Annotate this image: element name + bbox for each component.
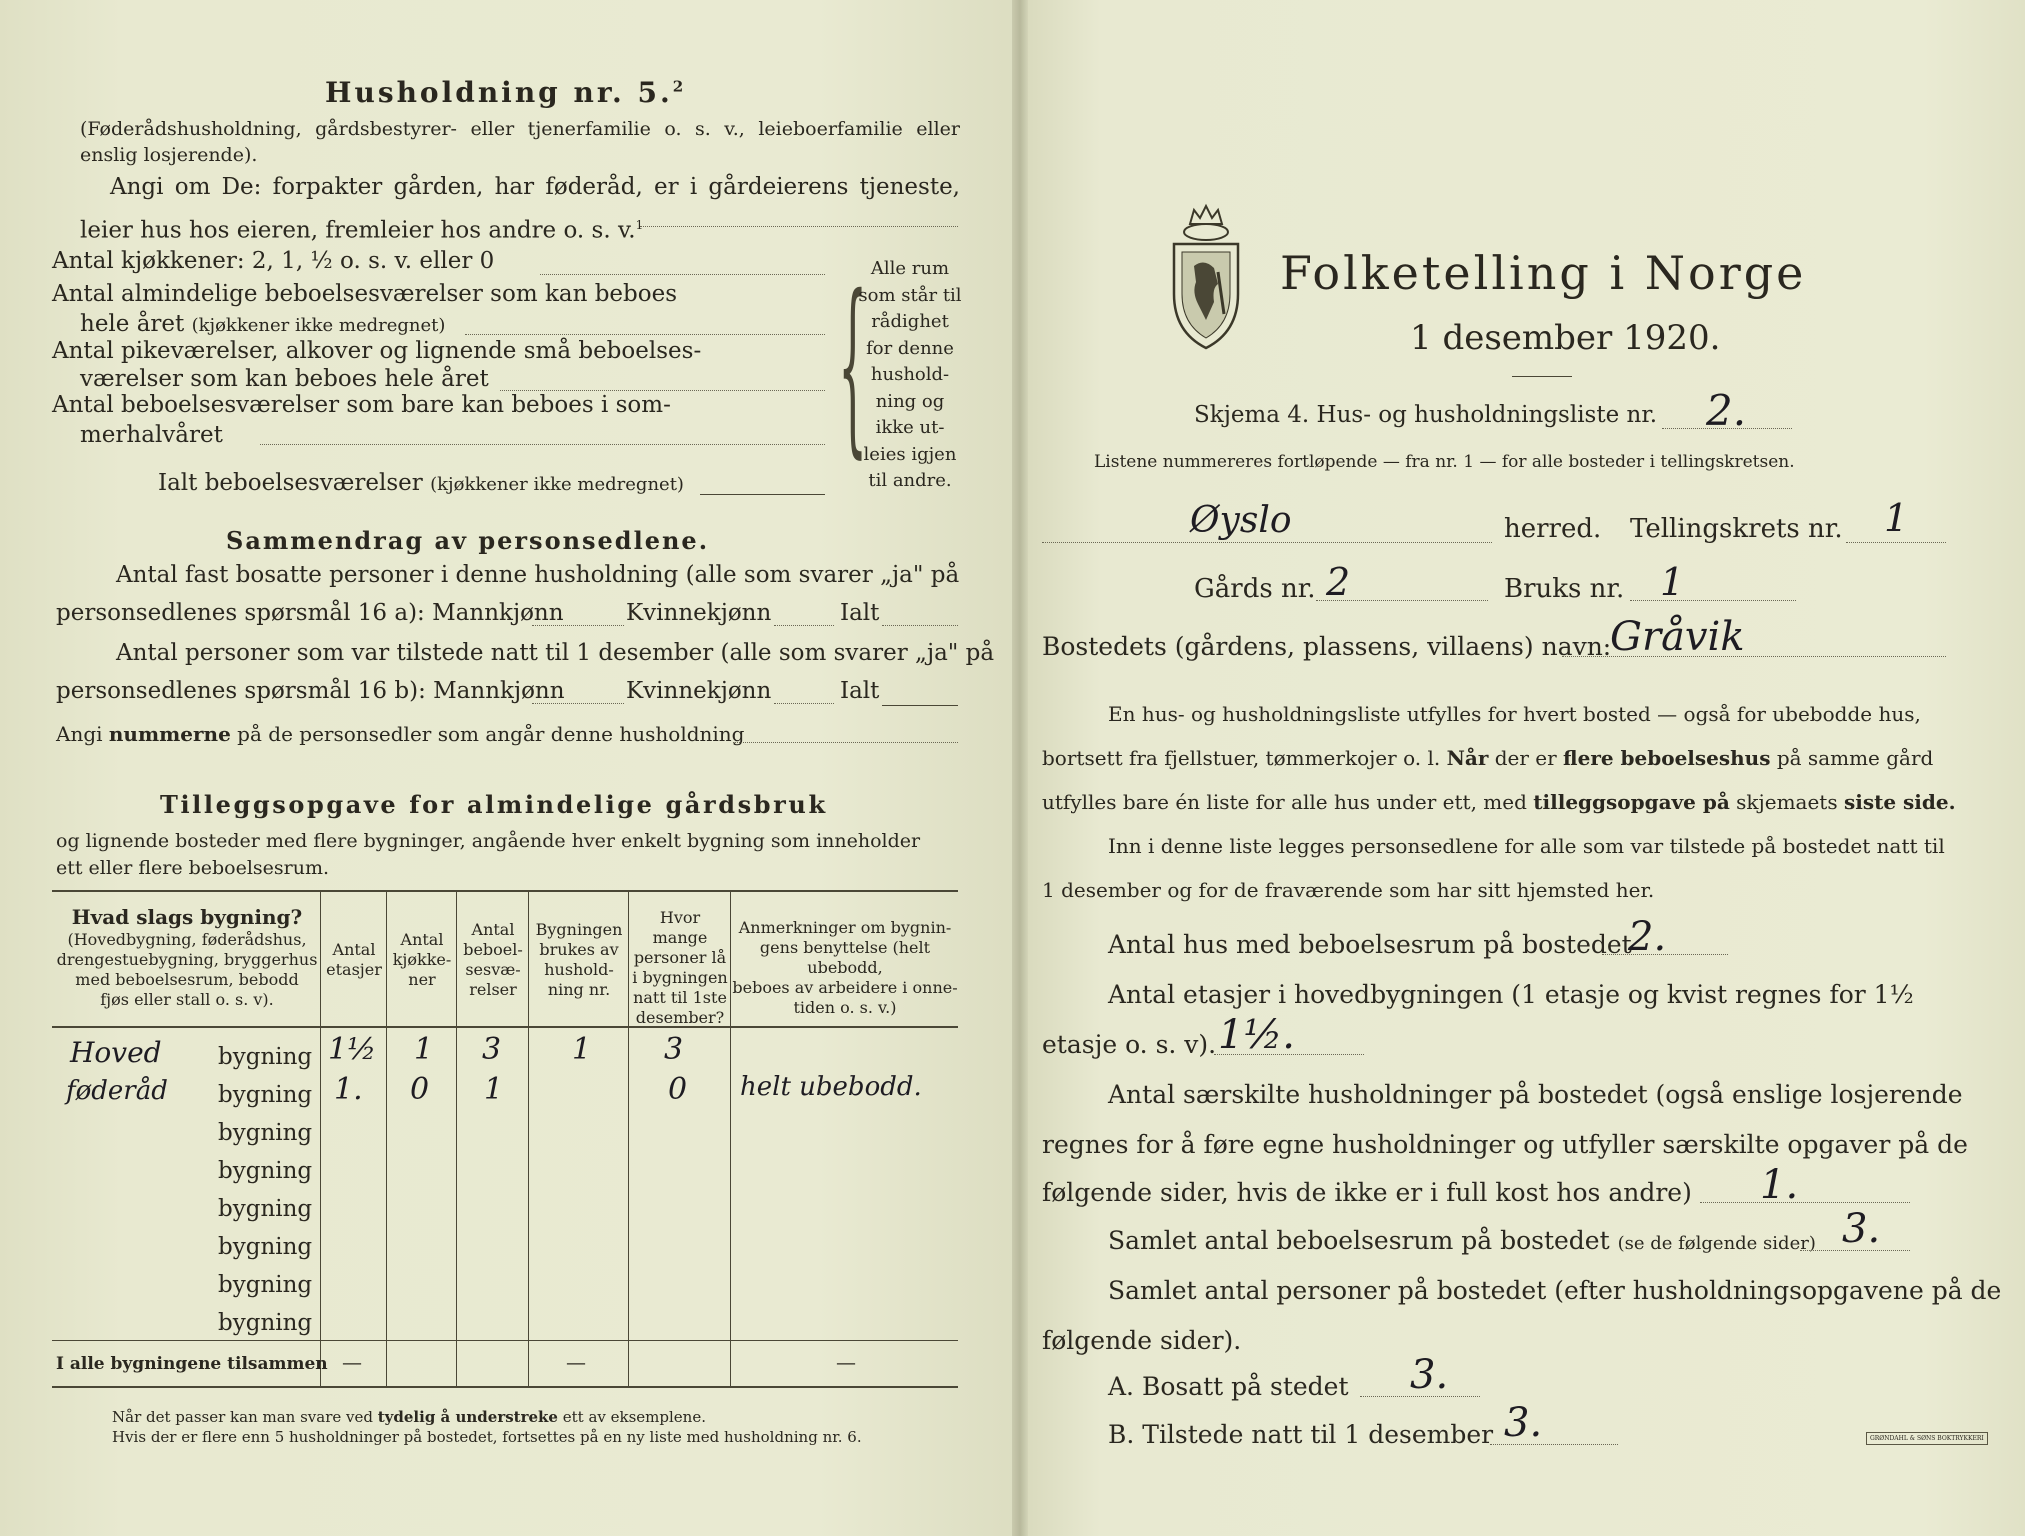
footnote-1: Når det passer kan man svare ved tydelig å understreke ett av eksemplene.	[112, 1408, 706, 1426]
summary-fixed-1: Antal fast bosatte personer i denne husholdning (alle som svarer „ja" på	[116, 562, 960, 588]
rooms-ordinary-2: hele året (kjøkkener ikke medregnet)	[80, 311, 446, 337]
table-col-divider	[456, 892, 457, 1386]
rooms-summer-2: merhalvåret	[80, 422, 223, 448]
schema-value: 2.	[1706, 386, 1747, 435]
col-floors-header: Antal etasjer	[326, 940, 382, 979]
kitchens-line	[540, 274, 825, 275]
present-female-label: Kvinnekjønn	[626, 678, 772, 704]
schema-label: Skjema 4. Hus- og husholdningsliste nr.	[1194, 402, 1658, 428]
total-dash: —	[836, 1350, 856, 1374]
summary-present-2: personsedlenes spørsmål 16 b): Mannkjønn	[56, 678, 565, 704]
rooms-maid-1: Antal pikeværelser, alkover og lignende små beboelses-	[52, 338, 702, 364]
fixed-female-label: Kvinnekjønn	[626, 600, 772, 626]
info-line-3: utfylles bare én liste for alle hus under ett, med tilleggsopgave på skjemaets siste side.	[1042, 790, 1956, 814]
krets-line	[1846, 542, 1946, 543]
cell-remark: helt ubebodd.	[740, 1072, 922, 1102]
rooms-ordinary-1: Antal almindelige beboelsesværelser som kan beboes	[52, 281, 678, 307]
cell-persons: 3	[664, 1032, 684, 1067]
cell-floors: 1.	[334, 1072, 363, 1107]
cell-persons: 0	[668, 1072, 688, 1107]
total-line	[700, 494, 825, 495]
cell-rooms: 1	[484, 1072, 504, 1107]
households-line-3: følgende sider, hvis de ikke er i full kost hos andre)	[1042, 1178, 1692, 1207]
table-bottom-border	[52, 1386, 958, 1388]
cell-building-type: Hoved	[70, 1036, 162, 1069]
table-col-divider	[628, 892, 629, 1386]
bruks-value: 1	[1660, 560, 1685, 604]
supplement-sub-1: og lignende bosteder med flere bygninger, angående hver enkelt bygning som inneholder	[56, 830, 921, 852]
cell-rooms: 3	[482, 1032, 502, 1067]
fixed-female-line	[774, 625, 834, 626]
krets-value: 1	[1884, 496, 1909, 540]
total-rooms-label: Samlet antal beboelsesrum på bostedet (se de følgende sider)	[1108, 1226, 1816, 1255]
footnote-2: Hvis der er flere enn 5 husholdninger på bostedet, fortsettes på en ny liste med husholdning nr. 6.	[112, 1428, 862, 1446]
fixed-total-label: Ialt	[840, 600, 880, 626]
summary-fixed-2: personsedlenes spørsmål 16 a): Mannkjønn	[56, 600, 564, 626]
resident-value: 3.	[1410, 1352, 1449, 1398]
gaards-label: Gårds nr.	[1194, 574, 1316, 604]
cell-floors: 1½	[328, 1032, 377, 1067]
rooms-summer-1: Antal beboelsesværelser som bare kan beboes i som-	[52, 392, 671, 418]
cell-row-suffix: bygning	[218, 1044, 313, 1070]
household-title: Husholdning nr. 5.$^2$	[325, 76, 687, 109]
floors-value: 1½.	[1218, 1012, 1295, 1058]
gaards-value: 2	[1326, 560, 1351, 604]
present-total-label: Ialt	[840, 678, 880, 704]
table-row: bygning	[218, 1310, 313, 1336]
table-row: bygning	[218, 1158, 313, 1184]
present-value: 3.	[1504, 1400, 1543, 1446]
houses-label: Antal hus med beboelsesrum på bostedet	[1108, 930, 1632, 959]
total-dash: —	[342, 1350, 362, 1374]
col-kitchens-header: Antal kjøkke- ner	[392, 930, 452, 989]
household-intro-paren: (Føderådshusholdning, gårdsbestyrer- eller tjenerfamilie o. s. v., leieboerfamilie eller enslig losjerende).	[80, 118, 960, 166]
title-rule	[1512, 376, 1572, 377]
floors-line-2: etasje o. s. v).	[1042, 1030, 1217, 1059]
page-fold	[1012, 0, 1028, 1536]
coat-of-arms-icon	[1168, 202, 1244, 352]
persons-line-1: Samlet antal personer på bostedet (efter husholdningsopgavene på de	[1108, 1276, 2002, 1305]
cell-kitchens: 1	[414, 1032, 434, 1067]
herred-line	[1042, 542, 1492, 543]
households-line-1: Antal særskilte husholdninger på bostedet (også enslige losjerende	[1108, 1080, 1963, 1109]
present-total-line	[882, 705, 958, 706]
col-rooms-header: Antal beboel- sesvæ- relser	[463, 920, 523, 999]
bosted-label: Bostedets (gårdens, plassens, villaens) navn:	[1042, 632, 1612, 661]
table-col-divider	[730, 892, 731, 1386]
brace-icon: {	[838, 253, 868, 476]
info-line-5: 1 desember og for de fraværende som har sitt hjemsted her.	[1042, 878, 1655, 902]
krets-label: Tellingskrets nr.	[1630, 514, 1843, 544]
herred-value: Øyslo	[1190, 500, 1292, 541]
table-row: bygning	[218, 1272, 313, 1298]
answer-line	[640, 226, 958, 227]
numbers-line	[733, 742, 958, 743]
table-col-divider	[386, 892, 387, 1386]
summary-heading: Sammendrag av personsedlene.	[226, 526, 710, 555]
bruks-label: Bruks nr.	[1504, 574, 1625, 604]
col-building-type-header: Hvad slags bygning? (Hovedbygning, føderådshus, drengestuebygning, bryggerhus med beboelsesrum, bebodd fjøs eller stall o. s. v).	[56, 905, 318, 1009]
info-line-2: bortsett fra fjellstuer, tømmerkojer o. l. Når der er flere beboelseshus på samme gård	[1042, 746, 1934, 770]
table-col-divider	[528, 892, 529, 1386]
households-answer-line	[1700, 1202, 1910, 1203]
ordinary-line	[465, 334, 825, 335]
supplement-sub-2: ett eller flere beboelsesrum.	[56, 857, 330, 879]
households-value: 1.	[1760, 1162, 1799, 1208]
houses-value: 2.	[1628, 914, 1667, 960]
summer-line	[260, 444, 825, 445]
maid-line	[500, 390, 825, 391]
table-row: bygning	[218, 1120, 313, 1146]
bruks-line	[1630, 600, 1796, 601]
cell-row-suffix: bygning	[218, 1082, 313, 1108]
bosted-value: Gråvik	[1610, 614, 1745, 660]
resident-label: A. Bosatt på stedet	[1108, 1372, 1349, 1401]
households-line-2: regnes for å føre egne husholdninger og utfyller særskilte opgaver på de	[1042, 1130, 1968, 1159]
persons-line-2: følgende sider).	[1042, 1326, 1242, 1355]
printer-mark: GRØNDAHL & SØNS BOKTRYKKERI	[1866, 1432, 1988, 1445]
present-male-line	[532, 703, 624, 704]
info-line-4: Inn i denne liste legges personsedlene for alle som var tilstede på bostedet natt til	[1108, 834, 1945, 858]
table-top-border	[52, 890, 958, 892]
total-dash: —	[566, 1350, 586, 1374]
table-header-border	[52, 1026, 958, 1028]
cell-household: 1	[572, 1032, 592, 1067]
cell-kitchens: 0	[410, 1072, 430, 1107]
table-row: bygning	[218, 1196, 313, 1222]
summary-numbers: Angi nummerne på de personsedler som angår denne husholdning	[56, 722, 745, 746]
summary-present-1: Antal personer som var tilstede natt til 1 desember (alle som svarer „ja" på	[116, 640, 995, 666]
census-title: Folketelling i Norge	[1280, 246, 1807, 300]
table-col-divider	[320, 892, 321, 1386]
col-remarks-header: Anmerkninger om bygnin- gens benyttelse (helt ubebodd, beboes av arbeidere i onne- tiden o. s. v.)	[732, 918, 958, 1017]
rooms-maid-2: værelser som kan beboes hele året	[80, 366, 489, 392]
supplement-heading: Tilleggsopgave for almindelige gårdsbruk	[160, 790, 828, 819]
herred-label: herred.	[1504, 514, 1602, 544]
present-female-line	[774, 703, 834, 704]
rooms-total: Ialt beboelsesværelser (kjøkkener ikke medregnet)	[158, 470, 684, 496]
household-intro-question: Angi om De: forpakter gården, har føderåd, er i gårdeierens tjeneste, leier hus hos eieren, fremleier hos andre o. s. v.$^1$	[80, 174, 960, 244]
col-household-header: Bygningen brukes av hushold- ning nr.	[535, 920, 623, 999]
col-persons-header: Hvor mange personer lå i bygningen natt til 1ste desember?	[632, 908, 728, 1027]
table-row: bygning	[218, 1234, 313, 1260]
cell-building-type: føderåd	[66, 1076, 168, 1106]
fixed-total-line	[882, 625, 958, 626]
present-label: B. Tilstede natt til 1 desember	[1108, 1420, 1494, 1449]
table-total-border	[52, 1340, 958, 1341]
rooms-kitchens: Antal kjøkkener: 2, 1, ½ o. s. v. eller 0	[52, 248, 495, 274]
numbering-note: Listene nummereres fortløpende — fra nr. 1 — for alle bosteder i tellingskretsen.	[1094, 452, 1795, 472]
rooms-side-note: Alle rum som står til rådighet for denne hushold- ning og ikke ut- leies igjen til andre.	[858, 258, 962, 491]
info-line-1: En hus- og husholdningsliste utfylles for hvert bosted — også for ubebodde hus,	[1108, 702, 1921, 726]
fixed-male-line	[532, 625, 624, 626]
table-total-label: I alle bygningene tilsammen	[56, 1354, 328, 1374]
floors-line-1: Antal etasjer i hovedbygningen (1 etasje og kvist regnes for 1½	[1108, 980, 1914, 1009]
census-date: 1 desember 1920.	[1410, 318, 1721, 358]
total-rooms-value: 3.	[1842, 1206, 1881, 1252]
